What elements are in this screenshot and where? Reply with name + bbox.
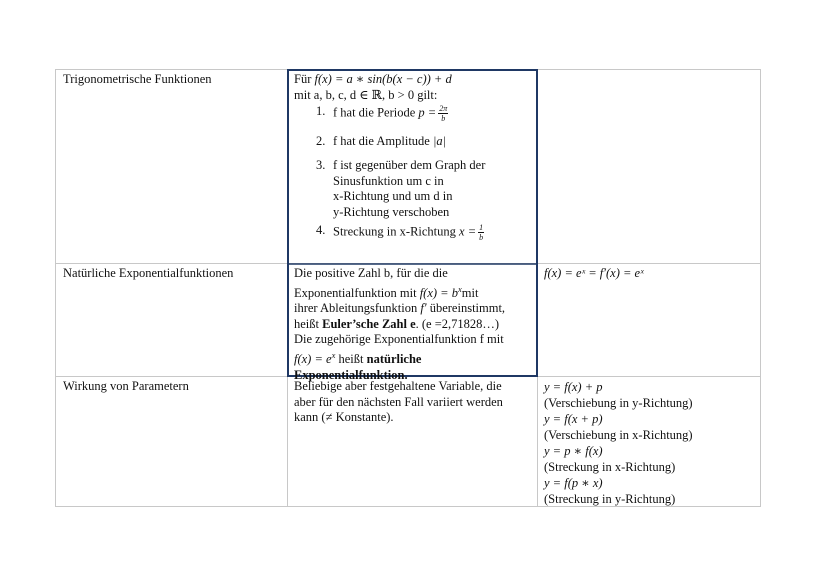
list-item: 3. f ist gegenüber dem Graph der Sinusfunktion um c in x-Richtung und um d in y-Richtung verschoben (316, 158, 486, 219)
definition-trigonometric (289, 70, 535, 244)
list-item: 1. f hat die Periode p = $\frac{2\pi}{b}$ (316, 104, 448, 123)
formula-line: y = f(p ∗ x) (544, 476, 603, 490)
formula-line: y = p ∗ f(x) (544, 444, 603, 458)
list-item: 4. Streckung in x-Richtung x = $\frac{1}{b}$ (316, 223, 484, 242)
formula-note: (Verschiebung in y-Richtung) (544, 396, 693, 410)
formula-note: (Streckung in x-Richtung) (544, 460, 676, 474)
list-item: 2. f hat die Amplitude |a| (316, 134, 447, 148)
formula-note: (Verschiebung in x-Richtung) (544, 428, 693, 442)
formula-exponential: f(x) = eˣ = f′(x) = eˣ (544, 266, 644, 280)
condition-line: mit a, b, c, d ∈ ℝ, b > 0 gilt: (294, 87, 438, 102)
row-label-trigonometric: Trigonometrische Funktionen (63, 72, 212, 86)
formula-parameters (539, 377, 759, 509)
definition-parameters: Beliebige aber festgehaltene Variable, die aber für den nächsten Fall variiert werden kann (≠ Konstante). (294, 379, 503, 424)
fraction: $\frac{2\pi}{b}$ (439, 104, 448, 123)
formula-line: Für f(x) = a ∗ sin(b(x − c)) + d (294, 72, 452, 86)
definition-exponential: Die positive Zahl b, für die die Exponentialfunktion mit $f(x) = b^xmit$ ihrer Ableitungsfunktion f′ übereinstimmt, heißt Euler’sche Zahl e. (e =2,71828…) Die zugehörige Exponentialfunktion f mit $f(x) = e^x$ heißt natürliche Exponentialfunktion. (294, 266, 506, 382)
formula-note: (Streckung in y-Richtung) (544, 492, 676, 506)
fraction: $\frac{1}{b}$ (479, 223, 484, 242)
property-list (294, 104, 530, 242)
formula-line: y = f(x + p) (544, 412, 603, 426)
row-label-parameters: Wirkung von Parametern (63, 379, 189, 393)
row-label-exponential: Natürliche Exponentialfunktionen (63, 266, 234, 280)
formula-line: y = f(x) + p (544, 380, 603, 394)
